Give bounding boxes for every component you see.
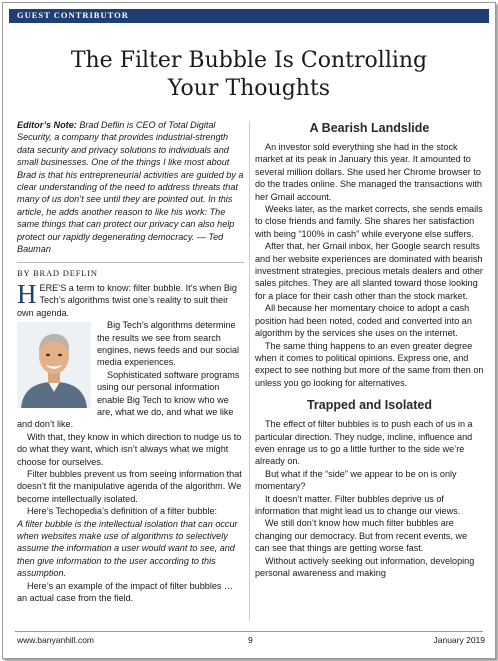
subhead-bearish-landslide: A Bearish Landslide xyxy=(309,121,430,135)
right-paragraph-9: We still don’t know how much filter bubbles are changing our democracy. But from recent events, we can see that things are getting worse fast. xyxy=(255,518,468,554)
right-paragraph-8: It doesn’t matter. Filter bubbles deprive us of information that might lead us to change our views. xyxy=(255,493,461,516)
footer-date: January 2019 xyxy=(433,635,485,645)
footer-divider xyxy=(15,631,483,632)
right-paragraph-10: Without actively seeking out information, developing personal awareness and making xyxy=(255,555,475,578)
paragraph-5: Filter bubbles prevent us from seeing information that doesn’t fit the manipulative agenda of the algorithm. We become intellectually isolated. xyxy=(17,468,242,504)
drop-cap: H xyxy=(17,278,37,309)
paragraph-8: Here’s an example of the impact of filter bubbles … an actual case from the field. xyxy=(17,580,234,604)
article-title xyxy=(13,47,485,103)
subhead-trapped-isolated: Trapped and Isolated xyxy=(306,398,433,413)
left-column xyxy=(17,119,244,604)
author-photo xyxy=(17,322,91,408)
section-label: GUEST CONTRIBUTOR xyxy=(17,10,129,20)
byline-divider xyxy=(17,262,244,263)
right-paragraph-7: But what if the “side” we appear to be on is only momentary? xyxy=(255,468,457,492)
right-paragraph-1: An investor sold everything she had in the stock market at its peak in January this year. It amounted to several million dollars. She used her Chrome browser to do the trades online. She managed the transactions with her Gmail account. xyxy=(255,142,482,202)
footer-page-number: 9 xyxy=(248,635,253,645)
article-title-line-2: Your Thoughts xyxy=(167,76,331,101)
column-divider xyxy=(249,121,250,621)
paragraph-intro-text: ERE’S a term to know: filter bubble. It’s when Big Tech’s algorithms twist one’s reality to suit their own agenda. xyxy=(17,282,237,318)
author-photo-image xyxy=(17,322,91,408)
right-paragraph-4: All because her momentary choice to adopt a cash position had been noted, coded and converted into an algorithm by the services she uses on the internet. xyxy=(255,303,472,339)
newsletter-page xyxy=(2,2,496,659)
paragraph-3: Sophisticated software programs using our personal information enable Big Tech to know who we are, what we do, and what we like and don’t like. xyxy=(17,369,240,430)
right-column xyxy=(255,119,484,579)
right-paragraph-5: The same thing happens to an even greater degree when it comes to political opinions. Express one, and expect to see nothing but more of the same from then on unless you go looking for alternatives. xyxy=(255,340,484,388)
paragraph-6: Here’s Techopedia’s definition of a filter bubble: xyxy=(27,506,218,517)
section-header-bar xyxy=(9,9,489,23)
right-paragraph-2: Weeks later, as the market corrects, she sends emails to close friends and family. She shares her satisfaction with being “100% in cash” while everyone else suffers. xyxy=(255,204,483,239)
editors-note-body: Brad Deflin is CEO of Total Digital Security, a company that provides industrial-strength data security and privacy solutions to individuals and small businesses. One of the things I like most about Brad is that his entrepreneurial activities are guided by a clear understanding of the need to address threats that many of us don’t see until they are pointed out. In this article, he adds another reason to like his work: The same things that can protect our privacy can also help protect our rapidly degenerating democracy. — Ted Bauman xyxy=(17,120,244,255)
editors-note xyxy=(17,119,244,255)
paragraph-4: With that, they know in which direction to nudge us to do what they want, which isn’t always what we might choose for ourselves. xyxy=(17,431,242,467)
definition-quote: A filter bubble is the intellectual isolation that can occur when websites make use of algorithms to selectively assume the information a user would want to see, and then give information to the user according to this assumption. xyxy=(17,518,238,579)
footer-website: www.banyanhill.com xyxy=(17,635,95,645)
byline: BY BRAD DEFLIN xyxy=(17,268,98,279)
paragraph-2: Big Tech’s algorithms determine the results we see from search engines, news feeds and our social media experiences. xyxy=(97,320,240,368)
paragraph-intro xyxy=(17,278,244,319)
article-title-line-1: The Filter Bubble Is Controlling xyxy=(70,48,428,73)
right-paragraph-3: After that, her Gmail inbox, her Google search results and her website experiences are dominated with bearish investment strategies, precious metals dealers and other sales pitches. They are all slanted toward those looking for a place for their cash other than the stock market. xyxy=(255,241,483,301)
right-paragraph-6: The effect of filter bubbles is to push each of us in a particular direction. They nudge, incline, influence and even enrage us to go a little further to the side we’re already on. xyxy=(255,419,473,467)
editors-note-lead: Editor’s Note: xyxy=(17,120,77,130)
